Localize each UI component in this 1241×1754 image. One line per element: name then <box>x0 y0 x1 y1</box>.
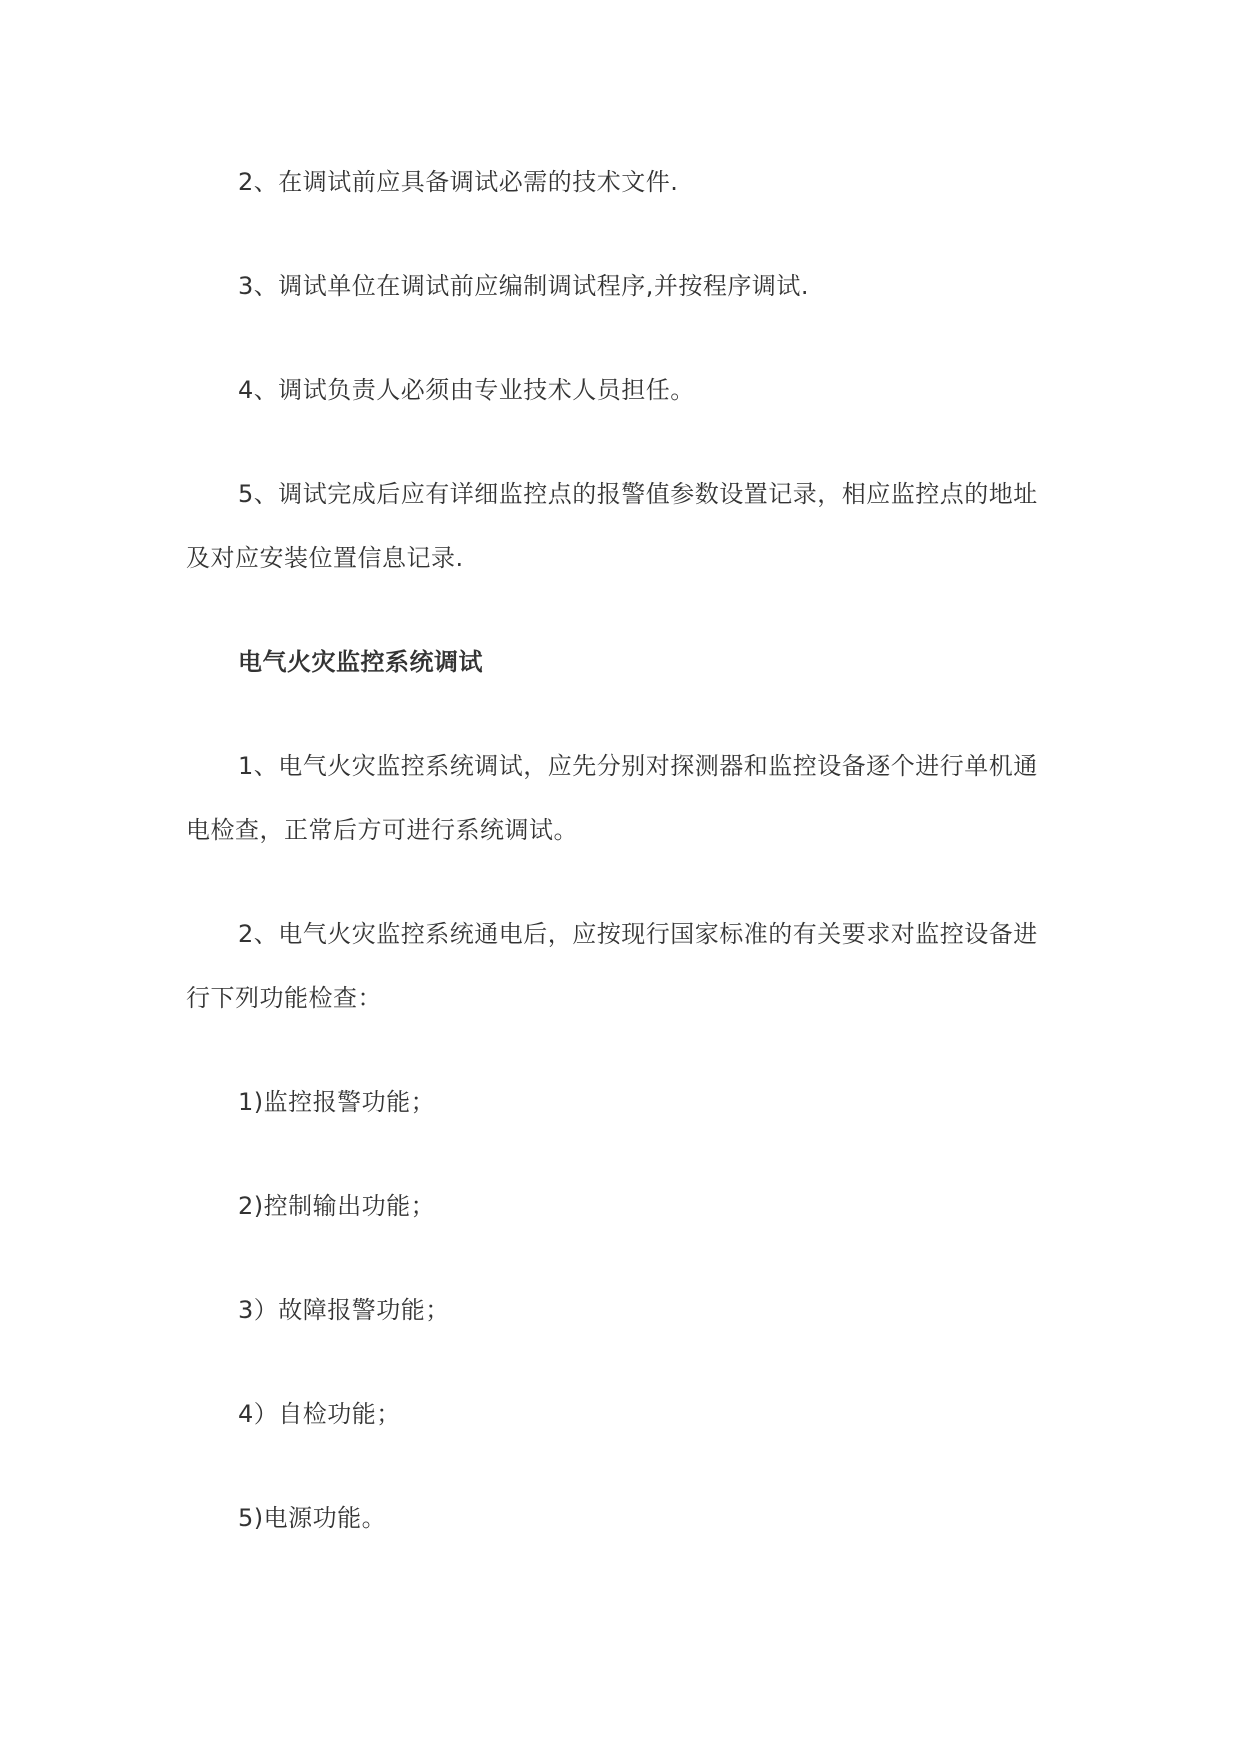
section-heading: 电气火灾监控系统调试 <box>238 648 483 676</box>
paragraph-unit-check: 1、电气火灾监控系统调试，应先分别对探测器和监控设备逐个进行单机通电检查，正常后方可进行系统调试。 <box>186 752 1038 844</box>
list-item-monitor-alarm: 1)监控报警功能； <box>238 1088 436 1116</box>
list-item-self-check: 4）自检功能； <box>238 1400 401 1428</box>
paragraph-debug-lead: 4、调试负责人必须由专业技术人员担任。 <box>238 376 695 404</box>
paragraph-function-check: 2、电气火灾监控系统通电后，应按现行国家标准的有关要求对监控设备进行下列功能检查： <box>186 920 1038 1012</box>
list-item-power: 5)电源功能。 <box>238 1504 387 1532</box>
list-item-control-output: 2)控制输出功能； <box>238 1192 436 1220</box>
list-item-fault-alarm: 3）故障报警功能； <box>238 1296 450 1324</box>
paragraph-tech-docs: 2、在调试前应具备调试必需的技术文件. <box>238 168 679 196</box>
paragraph-records: 5、调试完成后应有详细监控点的报警值参数设置记录，相应监控点的地址及对应安装位置信息记录. <box>186 480 1038 572</box>
paragraph-debug-program: 3、调试单位在调试前应编制调试程序,并按程序调试. <box>238 272 810 300</box>
